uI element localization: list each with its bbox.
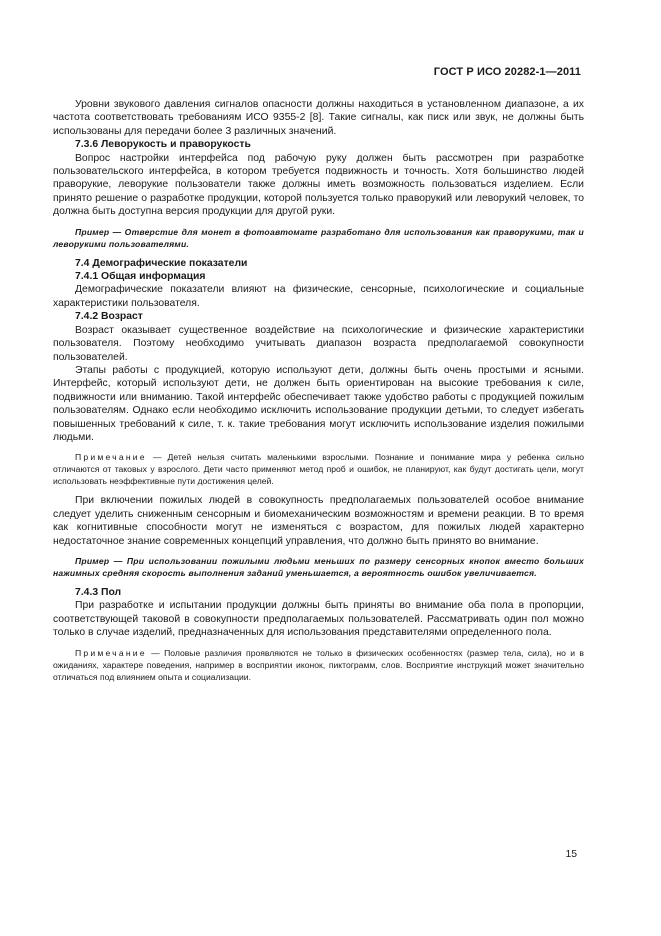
note xyxy=(53,451,584,487)
paragraph: Этапы работы с продукцией, которую используют дети, должны быть очень простыми и ясными. Интерфейс, который используют дети, не должен быть ориентирован на высокие требования к силе, подвижности или вниманию. Такой интерфейс обеспечивает также удобство работы с продукцией пожилым пользователям. Однако если необходимо исключить использование продукции детьми, то следует избегать повышенных требований к силе, т. к. такие требования могут исключить использование изделия пожилыми людьми. xyxy=(53,364,584,443)
note-text: — Половые различия проявляются не только в физических особенностях (размер тела, сила), но и в ожиданиях, характере поведения, например в восприятии иконок, пиктограмм, слов. Восприятие инструкций может значительно отличаться под влиянием опыта и социализации. xyxy=(53,647,584,682)
example-text: Пример — Отверстие для монет в фотоавтомате разработано для использования как праворукими, так и леворукими пользователями. xyxy=(53,226,584,249)
paragraph: При разработке и испытании продукции должны быть приняты во внимание оба пола в пропорции, соответствующей таковой в совокупности предполагаемых пользователей. Рассматривать один пол можно только в случае изделий, предназначенных для использования представителями определенного пола. xyxy=(53,600,584,639)
note-text: — Детей нельзя считать маленькими взрослыми. Познание и понимание мира у ребенка сильно отличаются от таковых у взрослого. Дети часто применяют метод проб и ошибок, не планируют, как будут достигать цели, могут использовать неэффективные пути достижения целей. xyxy=(53,452,584,487)
document-header: ГОСТ Р ИСО 20282-1—2011 xyxy=(433,66,581,78)
section-heading-7-4-2: 7.4.2 Возраст xyxy=(75,311,143,323)
section-heading-7-4: 7.4 Демографические показатели xyxy=(75,257,248,269)
note-label: Примечание xyxy=(75,647,147,658)
paragraph: Уровни звукового давления сигналов опасности должны находиться в установленном диапазоне, а их частота соответствовать требованиям ИСО 9355-2 [8]. Такие сигналы, как писк или звук, не должны быть использованы для передачи более 3 различных значений. xyxy=(53,99,584,137)
section-heading-7-4-3: 7.4.3 Пол xyxy=(75,586,122,598)
paragraph: Вопрос настройки интерфейса под рабочую руку должен быть рассмотрен при разработке пользовательского интерфейса, в котором требуется подвижность и точность. Хотя большинство людей праворукие, леворукие пользователи также должны иметь возможность пользоваться изделием. Если принято решение о разработке продукции, которой пользуется только праворукий или леворукий человек, то должна быть доступна версия продукции для другой руки. xyxy=(53,152,584,218)
page-number: 15 xyxy=(565,849,577,860)
note-label: Примечание xyxy=(75,452,147,463)
paragraph: Возраст оказывает существенное воздействие на психологические и физические характеристики пользователя. Поэтому необходимо учитывать диапазон возраста предполагаемой совокупности пользователей. xyxy=(53,324,584,363)
section-heading-7-4-1: 7.4.1 Общая информация xyxy=(75,271,206,283)
example-text: Пример — При использовании пожилыми людьми меньших по размеру сенсорных кнопок вместо больших нажимных средняя скорость выполнения заданий уменьшается, а вероятность ошибок увеличивается. xyxy=(53,555,584,578)
paragraph: Демографические показатели влияют на физические, сенсорные, психологические и социальные характеристики пользователя. xyxy=(53,284,584,309)
section-heading-7-3-6: 7.3.6 Леворукость и праворукость xyxy=(75,139,251,151)
note xyxy=(53,647,584,683)
paragraph: При включении пожилых людей в совокупность предполагаемых пользователей особое внимание следует уделить сниженным сенсорным и биомеханическим возможностям и времени реакции. В то время как когнитивные способности могут не изменяться с возрастом, для пожилых людей характерно недостаточное знание современных концепций управления, что должно быть принято во внимание. xyxy=(53,495,584,547)
document-body xyxy=(53,98,584,690)
